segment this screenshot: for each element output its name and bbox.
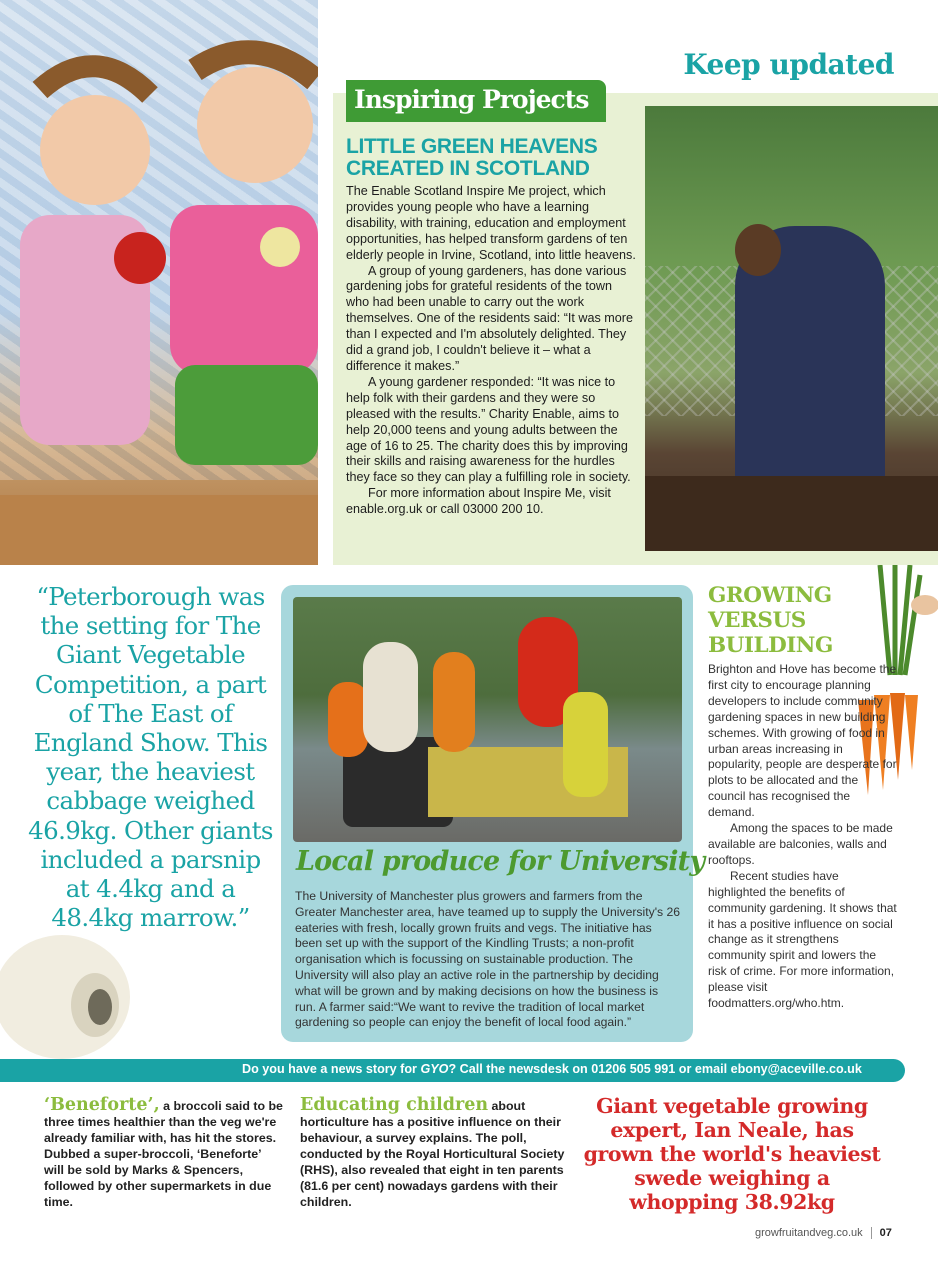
page-footer [755,1227,892,1239]
article-body [346,184,638,518]
growing-paragraph: Recent studies have highlighted the benefits of community gardening. It shows that it has a positive influence on social change as it strengthens community spirit and lowers the risk of crime. For more information, please visit foodmatters.org/who.htm. [708,868,897,1011]
news-brief-beneforte [44,1097,284,1210]
gardener-photo [645,106,938,551]
article-paragraph: A group of young gardeners, has done various gardening jobs for grateful residents of the town who had been unable to carry out the work themselves. One of the residents said: “It was more than I expected and I'm absolutely delighted. They did a grand job, I couldn't believe it – what a difference it makes.” [346,263,633,373]
brief-lead: Educating children [300,1095,489,1115]
article-paragraph: The Enable Scotland Inspire Me project, which provides young people who have a learning disability, with training, education and employment opportunities, has helped transform gardens of ten elderly people in Irvine, Scotland, into little heavens. [346,184,636,262]
news-brief-educating [300,1097,570,1210]
section-title: Keep updated [683,48,894,81]
section-tab [346,80,606,122]
brief-text: a broccoli said to be three times healthier than the veg we're already familiar with, has hit the stores. Dubbed a super-broccoli, ‘Beneforte’ will be sold by Marks & Spencers, followed by other supermarkets in due time. [44,1099,283,1209]
parsnip-image [0,925,135,1065]
vegetable-parade-photo [293,597,682,842]
pull-quote: “Peterborough was the setting for The Giant Vegetable Competition, a part of The East of England Show. This year, the heaviest cabbage weighed 46.9kg. Other giants included a parsnip at 4.4kg and a 48.4kg marrow.” [28,582,273,933]
footer-site: growfruitandveg.co.uk [755,1227,863,1239]
article-paragraph: For more information about Inspire Me, visit enable.org.uk or call 03000 200 10. [346,486,611,517]
brief-lead: ‘Beneforte’, [44,1095,160,1115]
growing-paragraph: Brighton and Hove has become the first city to encourage planning developers to include community gardening spaces in new building schemes. With growing of food in urban areas increasing in popularity, people are desperate for plots to be allocated and the council has recognised the demand. [708,662,897,820]
produce-title: Local produce for University [296,846,705,877]
growing-title: GROWING VERSUS BUILDING [708,583,833,658]
kids-photo [0,0,318,565]
article-paragraph: A young gardener responded: “It was nice to help folk with their gardens and they were so pleased with the results.” Charity Enable, aims to help 20,000 teens and young adults between the age of 16 to 25. The charity does this by improving their skills and raising awareness for the hurdles they face so they can play a fulfilling role in society. [346,374,631,485]
growing-paragraph: Among the spaces to be made available are balconies, walls and rooftops. [708,821,893,867]
produce-body: The University of Manchester plus growers and farmers from the Greater Manchester area, have teamed up to supply the University's 26 eateries with fresh, locally grown fruits and vegs. The initiative has been set up with the support of the Kindling Trusts; a non-profit organisation which is focussing on sustainable production. The University will also play an active role in the partnership by deciding what will be grown and by making decisions on how the business is run. A farmer said:“We want to revive the tradition of local market gardening so people can enjoy the benefit of local food again.” [295,889,681,1030]
section-tab-label: Inspiring Projects [354,85,589,114]
brief-text: about horticulture has a positive influence on their behaviour, a survey explains. The poll, conducted by the Royal Horticultural Society (RHS), also revealed that eight in ten parents (81.6 per cent) nowadays gardens with their children. [300,1099,565,1209]
swede-headline: Giant vegetable growing expert, Ian Neale, has grown the world's heaviest swede weighing a whopping 38.92kg [583,1094,881,1214]
article-headline: LITTLE GREEN HEAVENS CREATED IN SCOTLAND [346,135,598,180]
growing-body [708,662,898,1012]
page-number: 07 [879,1227,892,1239]
newsdesk-text: Do you have a news story for GYO? Call the newsdesk on 01206 505 991 or email ebony@aceville.co.uk [242,1062,862,1076]
